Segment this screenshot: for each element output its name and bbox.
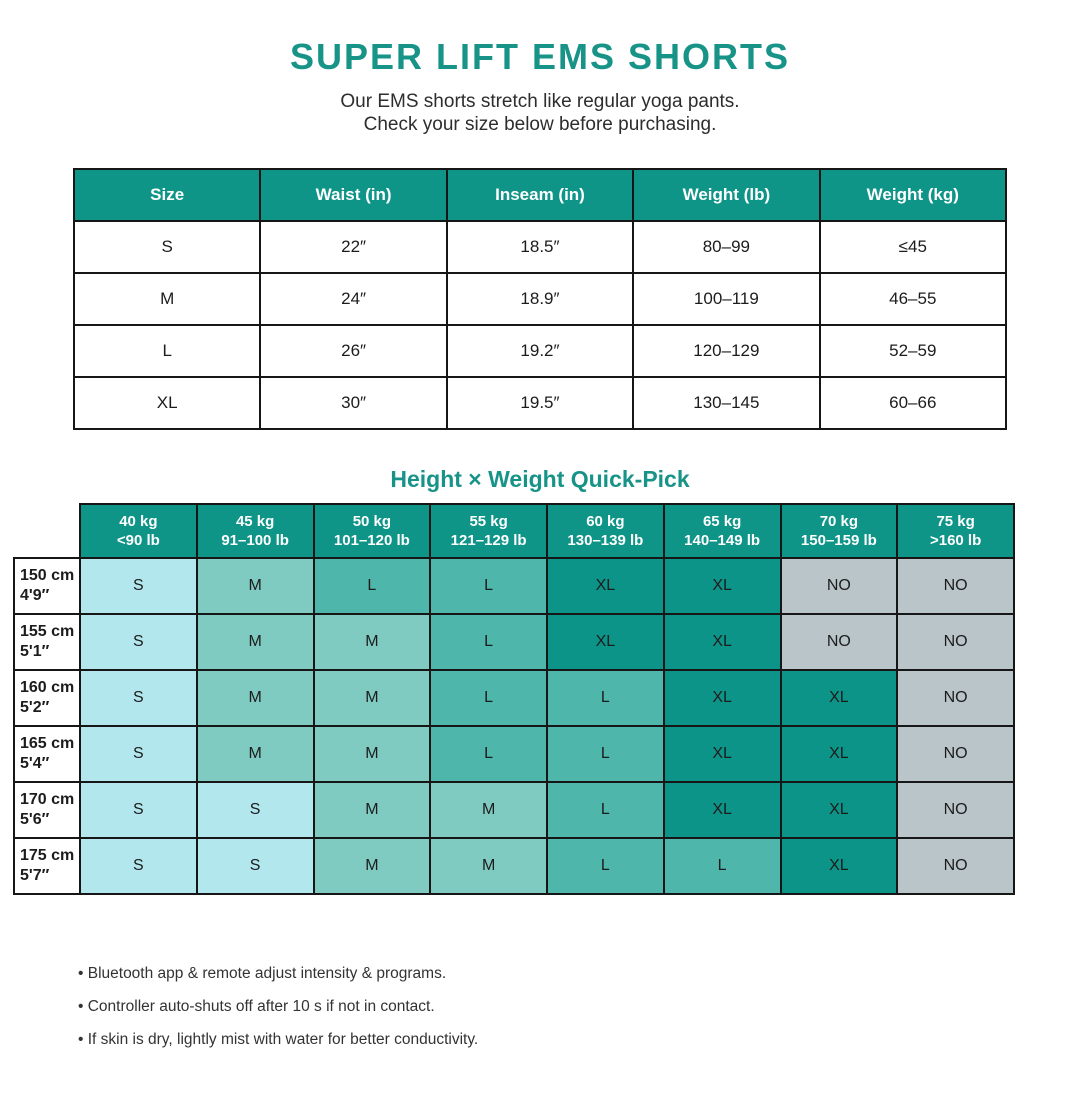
matrix-cell: M — [314, 670, 431, 726]
weight-lb-label: 130–139 lb — [567, 532, 644, 549]
weight-kg-label: 50 kg — [352, 513, 392, 530]
weight-kg-cell: 52–59 — [820, 325, 1006, 377]
size-table-header-size: Size — [74, 169, 260, 221]
matrix-col-header-65kg — [664, 504, 781, 558]
weight-lb-label: 121–129 lb — [450, 532, 527, 549]
size-table-row-s — [74, 221, 1006, 273]
matrix-cell: S — [80, 614, 197, 670]
matrix-cell: M — [430, 782, 547, 838]
inseam-cell: 19.2″ — [447, 325, 633, 377]
matrix-cell: XL — [781, 838, 898, 894]
matrix-cell: S — [80, 670, 197, 726]
matrix-header — [14, 504, 1014, 558]
weight-lb-label: >160 lb — [929, 532, 982, 549]
matrix-col-header-45kg — [197, 504, 314, 558]
matrix-cell: M — [197, 670, 314, 726]
subtitle-line-1: Our EMS shorts stretch like regular yoga pants. — [340, 91, 740, 112]
matrix-col-header-60kg — [547, 504, 664, 558]
matrix-cell: S — [80, 838, 197, 894]
height-cm-label: 150 cm — [20, 567, 75, 584]
matrix-col-header-55kg — [430, 504, 547, 558]
matrix-cell: L — [430, 558, 547, 614]
matrix-cell: M — [314, 726, 431, 782]
weight-lb-label: 91–100 lb — [221, 532, 289, 549]
inseam-cell: 18.9″ — [447, 273, 633, 325]
matrix-cell: S — [197, 782, 314, 838]
matrix-row-150cm — [14, 558, 1014, 614]
matrix-cell: M — [197, 726, 314, 782]
matrix-cell: M — [314, 614, 431, 670]
weight-lb-cell: 100–119 — [633, 273, 819, 325]
matrix-cell: L — [314, 558, 431, 614]
size-table-header-weight-kg: Weight (kg) — [820, 169, 1006, 221]
matrix-row-175cm — [14, 838, 1014, 894]
weight-kg-label: 60 kg — [586, 513, 625, 530]
height-ft-label: 5'4″ — [20, 755, 50, 772]
subtitle — [0, 90, 1080, 136]
weight-kg-label: 65 kg — [702, 513, 742, 530]
matrix-cell: L — [547, 670, 664, 726]
matrix-cell: L — [547, 726, 664, 782]
quickpick-matrix-table — [13, 503, 1015, 895]
height-cm-label: 175 cm — [20, 847, 75, 864]
matrix-row-header-165cm — [14, 726, 80, 782]
height-ft-label: 5'2″ — [20, 699, 50, 716]
matrix-row-170cm — [14, 782, 1014, 838]
matrix-col-header-50kg — [314, 504, 431, 558]
matrix-cell: L — [664, 838, 781, 894]
note-auto-shutoff: • Controller auto-shuts off after 10 s if not in contact. — [78, 998, 1080, 1015]
subtitle-line-2: Check your size below before purchasing. — [363, 114, 717, 135]
inseam-cell: 18.5″ — [447, 221, 633, 273]
height-ft-label: 5'6″ — [20, 811, 50, 828]
size-table-header-waist: Waist (in) — [260, 169, 446, 221]
weight-kg-cell: ≤45 — [820, 221, 1006, 273]
height-ft-label: 5'7″ — [20, 867, 50, 884]
note-dry-skin: • If skin is dry, lightly mist with water for better conductivity. — [78, 1031, 1080, 1048]
size-table — [73, 168, 1007, 430]
size-table-header-weight-lb: Weight (lb) — [633, 169, 819, 221]
note-bluetooth: • Bluetooth app & remote adjust intensity & programs. — [78, 965, 1080, 982]
matrix-row-header-160cm — [14, 670, 80, 726]
matrix-cell: NO — [781, 558, 898, 614]
matrix-row-header-170cm — [14, 782, 80, 838]
matrix-cell: L — [430, 726, 547, 782]
size-table-header-inseam: Inseam (in) — [447, 169, 633, 221]
matrix-row-header-150cm — [14, 558, 80, 614]
weight-kg-label: 40 kg — [119, 513, 158, 530]
size-cell: XL — [74, 377, 260, 429]
matrix-row-header-175cm — [14, 838, 80, 894]
matrix-cell: M — [314, 838, 431, 894]
matrix-cell: NO — [897, 670, 1014, 726]
weight-kg-label: 70 kg — [819, 513, 859, 530]
matrix-cell: M — [197, 558, 314, 614]
waist-cell: 24″ — [260, 273, 446, 325]
size-table-header-row — [74, 169, 1006, 221]
height-cm-label: 155 cm — [20, 623, 75, 640]
weight-lb-label: 101–120 lb — [333, 532, 410, 549]
weight-kg-cell: 46–55 — [820, 273, 1006, 325]
matrix-cell: XL — [781, 782, 898, 838]
size-table-body — [74, 221, 1006, 429]
height-ft-label: 4'9″ — [20, 587, 50, 604]
quickpick-title: Height × Weight Quick-Pick — [390, 466, 690, 492]
matrix-cell: XL — [664, 558, 781, 614]
weight-kg-cell: 60–66 — [820, 377, 1006, 429]
weight-kg-label: 45 kg — [235, 513, 275, 530]
matrix-row-header-155cm — [14, 614, 80, 670]
matrix-cell: XL — [547, 558, 664, 614]
matrix-cell: XL — [547, 614, 664, 670]
matrix-cell: XL — [664, 670, 781, 726]
matrix-cell: NO — [897, 838, 1014, 894]
weight-lb-label: <90 lb — [116, 532, 160, 549]
weight-kg-label: 75 kg — [936, 513, 975, 530]
matrix-cell: S — [197, 838, 314, 894]
waist-cell: 22″ — [260, 221, 446, 273]
matrix-row-165cm — [14, 726, 1014, 782]
matrix-cell: XL — [781, 726, 898, 782]
matrix-row-160cm — [14, 670, 1014, 726]
weight-kg-label: 55 kg — [469, 513, 508, 530]
weight-lb-cell: 130–145 — [633, 377, 819, 429]
height-cm-label: 170 cm — [20, 791, 75, 808]
matrix-col-header-70kg — [781, 504, 898, 558]
size-table-header — [74, 169, 1006, 221]
matrix-cell: XL — [781, 670, 898, 726]
waist-cell: 30″ — [260, 377, 446, 429]
matrix-cell: S — [80, 726, 197, 782]
matrix-corner-blank — [14, 504, 80, 558]
matrix-cell: XL — [664, 782, 781, 838]
matrix-cell: M — [314, 782, 431, 838]
page-title: SUPER LIFT EMS SHORTS — [289, 36, 791, 77]
matrix-cell: NO — [897, 614, 1014, 670]
matrix-cell: M — [430, 838, 547, 894]
matrix-cell: NO — [897, 782, 1014, 838]
matrix-cell: S — [80, 782, 197, 838]
height-cm-label: 160 cm — [20, 679, 75, 696]
inseam-cell: 19.5″ — [447, 377, 633, 429]
matrix-cell: S — [80, 558, 197, 614]
size-cell: S — [74, 221, 260, 273]
matrix-cell: M — [197, 614, 314, 670]
matrix-col-header-40kg — [80, 504, 197, 558]
matrix-cell: XL — [664, 614, 781, 670]
size-cell: L — [74, 325, 260, 377]
matrix-body — [14, 558, 1014, 894]
matrix-cell: NO — [897, 726, 1014, 782]
matrix-header-row — [14, 504, 1014, 558]
waist-cell: 26″ — [260, 325, 446, 377]
matrix-row-155cm — [14, 614, 1014, 670]
matrix-cell: L — [430, 670, 547, 726]
weight-lb-label: 140–149 lb — [684, 532, 761, 549]
matrix-cell: NO — [781, 614, 898, 670]
size-cell: M — [74, 273, 260, 325]
height-cm-label: 165 cm — [20, 735, 75, 752]
size-table-row-m — [74, 273, 1006, 325]
height-ft-label: 5'1″ — [20, 643, 50, 660]
matrix-cell: L — [547, 782, 664, 838]
notes-list — [78, 965, 1080, 1048]
weight-lb-label: 150–159 lb — [800, 532, 877, 549]
weight-lb-cell: 120–129 — [633, 325, 819, 377]
matrix-cell: XL — [664, 726, 781, 782]
matrix-cell: L — [430, 614, 547, 670]
matrix-col-header-75kg — [897, 504, 1014, 558]
size-table-row-xl — [74, 377, 1006, 429]
weight-lb-cell: 80–99 — [633, 221, 819, 273]
matrix-cell: NO — [897, 558, 1014, 614]
size-table-row-l — [74, 325, 1006, 377]
matrix-cell: L — [547, 838, 664, 894]
